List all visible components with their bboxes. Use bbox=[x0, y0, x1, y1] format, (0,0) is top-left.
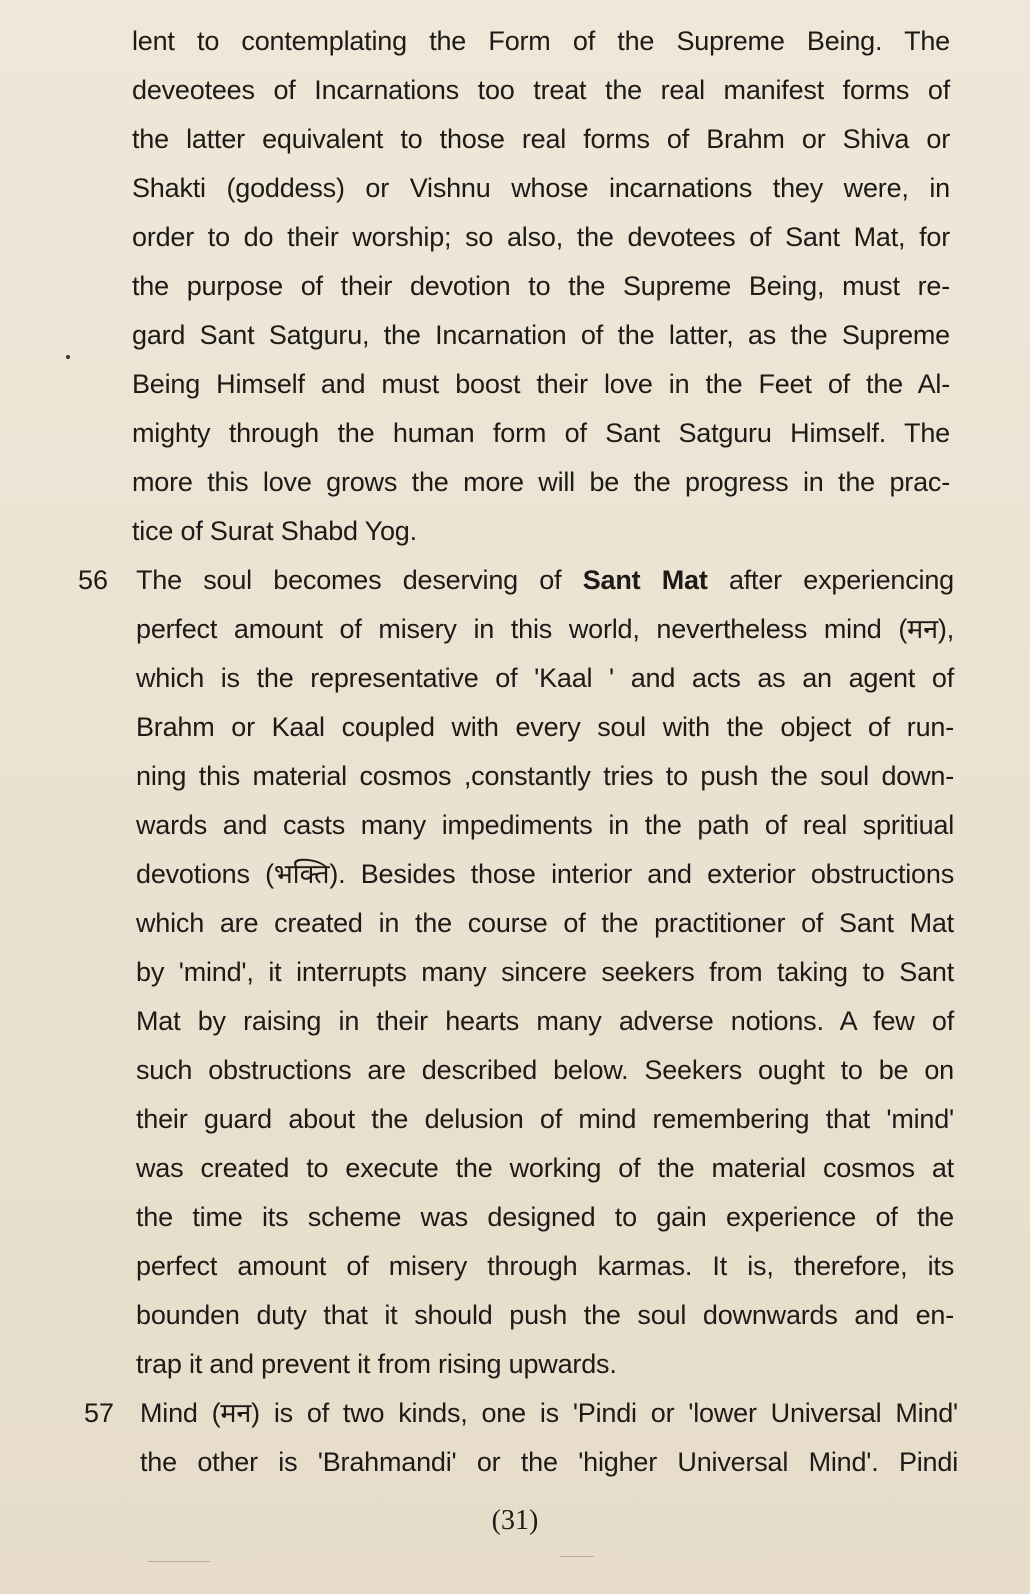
text-line: bounden duty that it should push the soul downwards and en- bbox=[136, 1300, 954, 1330]
text-line: more this love grows the more will be the progress in the prac- bbox=[132, 467, 950, 497]
text-line: deveotees of Incarnations too treat the real manifest forms of bbox=[132, 75, 950, 105]
text-line: by 'mind', it interrupts many sincere seekers from taking to Sant bbox=[136, 957, 954, 987]
text-line: lent to contemplating the Form of the Supreme Being. The bbox=[132, 26, 950, 56]
text-line: Shakti (goddess) or Vishnu whose incarnations they were, in bbox=[132, 173, 950, 203]
text-line: their guard about the delusion of mind remembering that 'mind' bbox=[136, 1104, 954, 1134]
emphasis-sant-mat: Sant Mat bbox=[582, 565, 708, 595]
text-line: the purpose of their devotion to the Supreme Being, must re- bbox=[132, 271, 950, 301]
text-line: wards and casts many impediments in the path of real spritiual bbox=[136, 810, 954, 840]
ink-speck bbox=[66, 355, 70, 359]
text-line: devotions (भक्ति). Besides those interior and exterior obstructions bbox=[136, 859, 954, 889]
text-line: mighty through the human form of Sant Satguru Himself. The bbox=[132, 418, 950, 448]
bottom-rule bbox=[148, 1561, 210, 1562]
text-run: The soul becomes deserving of bbox=[136, 565, 583, 595]
text-line: such obstructions are described below. Seekers ought to be on bbox=[136, 1055, 954, 1085]
text-line: perfect amount of misery in this world, nevertheless mind (मन), bbox=[136, 614, 954, 644]
page-number: (31) bbox=[491, 1505, 539, 1536]
paragraph-number: 57 bbox=[84, 1398, 115, 1428]
text-line: the latter equivalent to those real forms of Brahm or Shiva or bbox=[132, 124, 950, 154]
bottom-rule bbox=[560, 1556, 594, 1557]
text-line: which is the representative of 'Kaal ' and acts as an agent of bbox=[136, 663, 954, 693]
text-line: the time its scheme was designed to gain experience of the bbox=[136, 1202, 954, 1232]
text-line: the other is 'Brahmandi' or the 'higher Universal Mind'. Pindi bbox=[140, 1447, 958, 1477]
text-run: after experiencing bbox=[707, 565, 954, 595]
text-line: tice of Surat Shabd Yog. bbox=[132, 516, 417, 546]
text-line: ning this material cosmos ,constantly tries to push the soul down- bbox=[136, 761, 954, 791]
text-line: Brahm or Kaal coupled with every soul with the object of run- bbox=[136, 712, 954, 742]
text-line: Mind (मन) is of two kinds, one is 'Pindi or 'lower Universal Mind' bbox=[140, 1398, 958, 1428]
text-line: order to do their worship; so also, the devotees of Sant Mat, for bbox=[132, 222, 950, 252]
text-line: gard Sant Satguru, the Incarnation of the latter, as the Supreme bbox=[132, 320, 950, 350]
text-line-first bbox=[136, 563, 954, 597]
text-line: trap it and prevent it from rising upwards. bbox=[136, 1349, 617, 1379]
text-line: Mat by raising in their hearts many adverse notions. A few of bbox=[136, 1006, 954, 1036]
paragraph-number: 56 bbox=[78, 565, 109, 595]
text-line: which are created in the course of the practitioner of Sant Mat bbox=[136, 908, 954, 938]
text-line: was created to execute the working of the material cosmos at bbox=[136, 1153, 954, 1183]
text-line: perfect amount of misery through karmas. It is, therefore, its bbox=[136, 1251, 954, 1281]
text-line: Being Himself and must boost their love in the Feet of the Al- bbox=[132, 369, 950, 399]
